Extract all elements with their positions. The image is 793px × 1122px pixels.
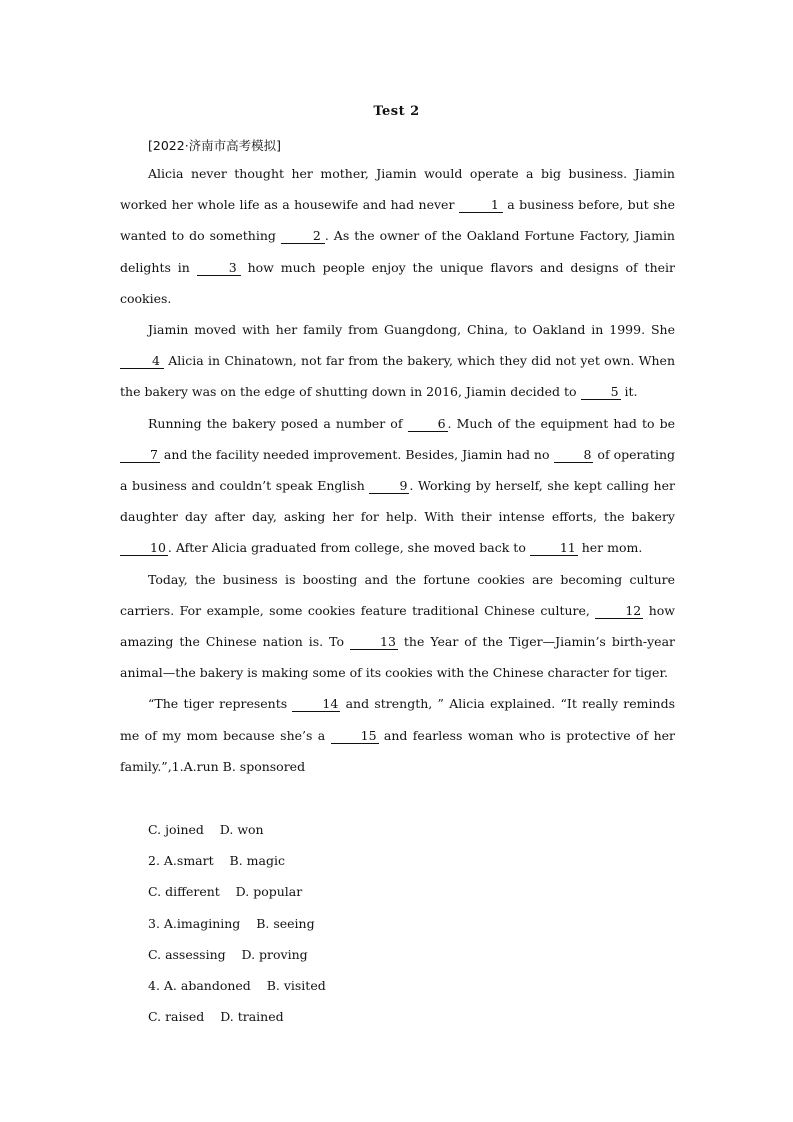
option-line: C. joined D. won	[148, 822, 264, 837]
blank-5: 5	[581, 385, 621, 400]
passage	[120, 158, 675, 782]
blank-3: 3	[197, 261, 241, 276]
option-line: C. different D. popular	[148, 884, 303, 900]
text-span: of operating a business and couldn’t speak English	[120, 446, 675, 494]
source-label: [2022·济南市高考模拟]	[148, 138, 282, 153]
blank-12: 12	[595, 604, 643, 619]
text-span: . Much of the equipment had to be	[447, 415, 675, 431]
text-span: and strength, ” Alicia explained. “It really reminds me of my mom because she’s a	[120, 696, 675, 743]
text-span: Jiamin moved with her family from Guangdong, China, to Oakland in 1999. She	[148, 322, 675, 338]
text-span: it.	[620, 384, 638, 400]
text-span: Alicia never thought her mother, Jiamin would operate a big business. Jiamin worked her whole life as a housewife and had never	[120, 166, 675, 213]
paragraph-1	[120, 158, 675, 314]
text-span: her mom.	[577, 540, 643, 556]
option-line: 3. A.imagining B. seeing	[148, 915, 315, 931]
blank-13: 13	[350, 635, 398, 650]
text-span: Running the bakery posed a number of	[148, 415, 408, 431]
option-line: C. raised D. trained	[148, 1009, 284, 1025]
text-span: how much people enjoy the unique flavors and designs of their cookies.	[120, 259, 675, 306]
blank-14: 14	[292, 697, 340, 712]
blank-1: 1	[459, 198, 503, 213]
blank-6: 6	[408, 417, 448, 432]
blank-11: 11	[530, 541, 578, 556]
text-span: . After Alicia graduated from college, she moved back to	[167, 540, 530, 556]
option-line: C. assessing D. proving	[148, 946, 308, 962]
text-span: and the facility needed improvement. Besides, Jiamin had no	[159, 446, 554, 462]
text-span: how amazing the Chinese nation is. To	[120, 602, 675, 650]
text-span: the Year of the Tiger—Jiamin’s birth-year animal—the bakery is making some of its cookies with the Chinese character for tiger.	[120, 634, 675, 681]
option-line: 2. A.smart B. magic	[148, 853, 285, 869]
blank-9: 9	[369, 479, 409, 494]
blank-2: 2	[281, 229, 325, 244]
text-span: and fearless woman who is protective of her family.”,1.A.run B. sponsored	[120, 727, 675, 774]
text-span: a business before, but she wanted to do something	[120, 197, 675, 244]
text-span: . As the owner of the Oakland Fortune Factory, Jiamin delights in	[120, 228, 675, 275]
blank-8: 8	[554, 448, 594, 463]
text-span: “The tiger represents	[148, 696, 293, 712]
text-span: Alicia in Chinatown, not far from the bakery, which they did not yet own. When the bakery was on the edge of shutting down in 2016, Jiamin decided to	[120, 353, 675, 400]
paragraph-5	[120, 688, 675, 782]
blank-7: 7	[120, 448, 160, 463]
text-span: Today, the business is boosting and the fortune cookies are becoming culture carriers. For example, some cookies feature traditional Chinese culture,	[120, 571, 675, 618]
paragraph-4	[120, 564, 675, 689]
option-line: 4. A. abandoned B. visited	[148, 978, 326, 994]
text-span: . Working by herself, she kept calling her daughter day after day, asking her for help. With their intense efforts, the bakery	[120, 478, 675, 525]
paragraph-3	[120, 408, 675, 564]
page-title: Test 2	[373, 104, 420, 119]
blank-4: 4	[120, 354, 164, 369]
answer-options	[148, 814, 326, 1032]
paragraph-2	[120, 314, 675, 408]
blank-15: 15	[331, 729, 379, 744]
blank-10: 10	[120, 541, 168, 556]
